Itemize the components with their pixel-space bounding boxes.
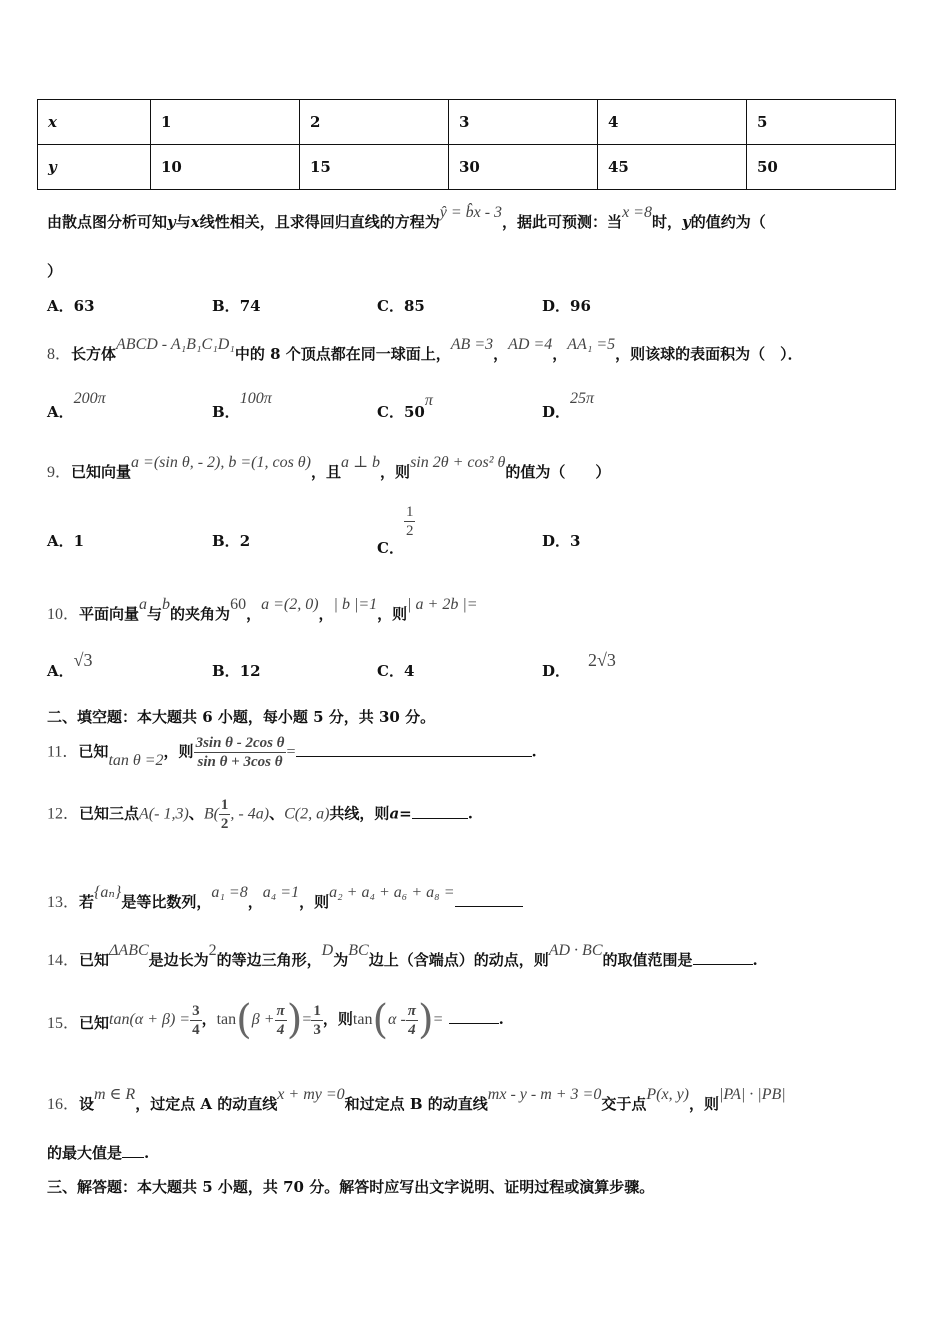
table-cell: y — [38, 145, 151, 190]
table-cell: 3 — [449, 100, 598, 145]
q8-stem: 8．长方体ABCD - A₁B₁C₁D₁中的 8 个顶点都在同一球面上，AB =3，AD =4，AA₁ =5，则该球的表面积为（ ）． — [47, 336, 803, 363]
regression-equation: ŷ = b̂x - 3 — [439, 204, 503, 221]
table-cell: 15 — [300, 145, 449, 190]
q9-option-a: A．1 — [47, 532, 85, 550]
table-cell: 45 — [598, 145, 747, 190]
table-cell: 4 — [598, 100, 747, 145]
section-title-solutions: 三、解答题：本大题共 5 小题，共 70 分。解答时应写出文字说明、证明过程或演算步骤。 — [47, 1178, 655, 1196]
answer-blank[interactable] — [296, 742, 532, 757]
q9-option-b: B．2 — [212, 532, 251, 550]
q7-option-a: A．63 — [47, 297, 95, 315]
q16-stem-cont: 的最大值是 . — [47, 1144, 150, 1162]
q11-stem: 11．已知tan θ =2，则 $\frac{\text{3sin θ - 2cos θ}}{\text{sin θ + 3cos θ}}$ = . — [47, 735, 537, 770]
q9-option-c: C． $\frac{1}{2}$ — [377, 504, 414, 557]
q8-option-d: D．25π — [542, 390, 595, 421]
q7-stem-cont: ） — [47, 262, 63, 280]
table-cell: 10 — [151, 145, 300, 190]
q12-stem: 12．已知三点A(- 1,3)、B( $\frac{1}{2}$ , - 4a)、C(2, a)共线，则a= . — [47, 797, 473, 832]
table-cell: 2 — [300, 100, 449, 145]
answer-blank[interactable] — [455, 892, 523, 907]
table-row-x — [38, 100, 896, 145]
q10-option-b: B．12 — [212, 662, 261, 680]
section-title-fill-in: 二、填空题：本大题共 6 小题，每小题 5 分，共 30 分。 — [47, 708, 436, 726]
q7-stem: 由散点图分析可知y与x线性相关，且求得回归直线的方程为ŷ = b̂x - 3，据此可预测：当x =8时，y的值约为（ — [47, 204, 766, 231]
q14-stem: 14．已知ΔABC是边长为2的等边三角形，D为BC边上（含端点）的动点，则AD · BC的取值范围是 . — [47, 942, 758, 969]
q8-option-a: A．200π — [47, 390, 106, 421]
table-cell: 5 — [747, 100, 896, 145]
table-cell: 1 — [151, 100, 300, 145]
q8-option-b: B．100π — [212, 390, 272, 421]
q7-option-c: C．85 — [377, 297, 425, 315]
q7-option-d: D．96 — [542, 297, 591, 315]
table-cell: 30 — [449, 145, 598, 190]
answer-blank[interactable] — [449, 1009, 499, 1024]
q8-option-c: C．50π — [377, 392, 433, 421]
q7-option-b: B．74 — [212, 297, 261, 315]
q10-option-d: D．2√3 — [542, 650, 616, 680]
answer-blank[interactable] — [122, 1143, 144, 1158]
table-row-y — [38, 145, 896, 190]
answer-blank[interactable] — [412, 804, 468, 819]
data-table — [37, 99, 896, 190]
q10-option-a: A．√3 — [47, 650, 93, 680]
q10-stem: 10．平面向量a与b的夹角为60，a =(2, 0)，| b |=1，则| a + 2b |= — [47, 596, 478, 623]
q10-option-c: C．4 — [377, 662, 415, 680]
q15-stem: 15．已知tan(α + β) = $\frac{3}{4}$ ，tan(β + $\frac{\pi}{4}$ )= $\frac{1}{3}$ ，则tan(α - $\frac{\pi}{4}$ )= . — [47, 997, 504, 1043]
q13-stem: 13．若{aₙ}是等比数列，a₁ =8，a₄ =1，则a₂ + a₄ + a₆ + a₈ = — [47, 889, 523, 912]
q9-option-d: D．3 — [542, 532, 581, 550]
q16-stem: 16．设m ∈ R，过定点 A 的动直线x + my =0和过定点 B 的动直线mx - y - m + 3 =0交于点P(x, y)，则|PA| · |PB| — [47, 1086, 786, 1113]
answer-blank[interactable] — [693, 950, 753, 965]
table-cell: 50 — [747, 145, 896, 190]
q9-stem: 9．已知向量a =(sin θ, - 2), b =(1, cos θ)，且a ⊥ b，则sin 2θ + cos² θ的值为（ ） — [47, 454, 611, 481]
table-cell: x — [38, 100, 151, 145]
